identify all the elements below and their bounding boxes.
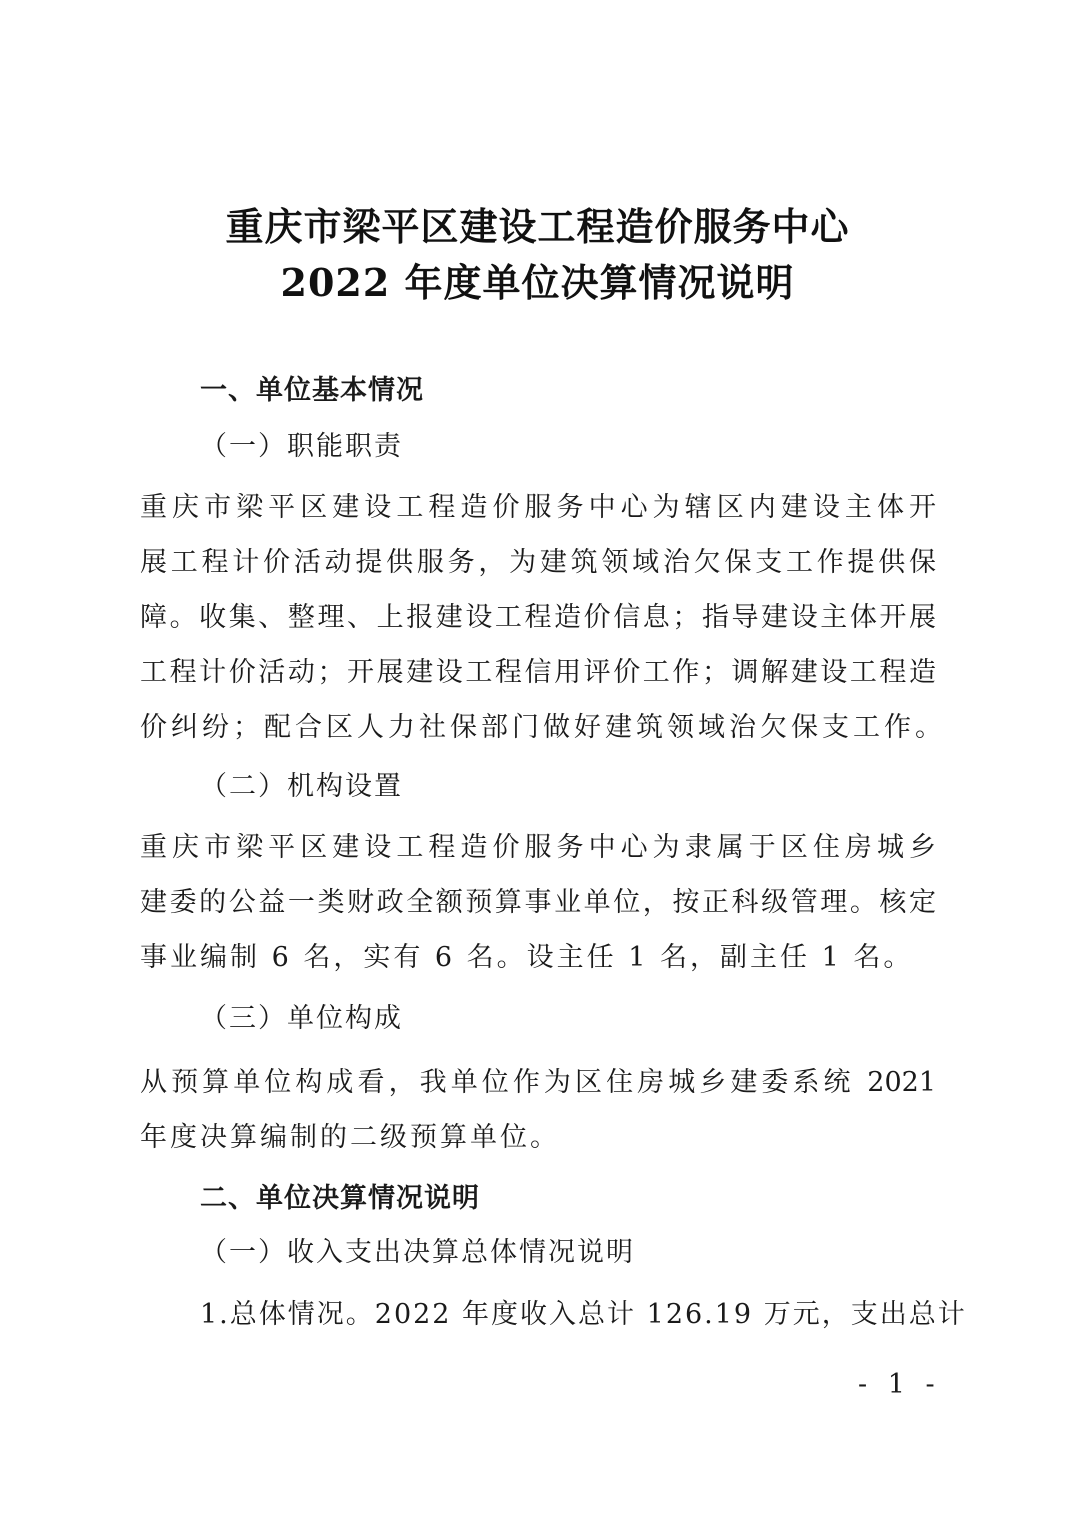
paragraph-line: 1.总体情况。2022 年度收入总计 126.19 万元，支出总计: [200, 1299, 967, 1330]
section2-heading: 二、单位决算情况说明: [200, 1183, 480, 1214]
paragraph-line: 展工程计价活动提供服务，为建筑领域治欠保支工作提供保: [140, 547, 936, 578]
section1-sub2-heading: （二）机构设置: [200, 771, 403, 802]
paragraph-line: 建委的公益一类财政全额预算事业单位，按正科级管理。核定: [140, 887, 936, 918]
paragraph-line: 工程计价活动；开展建设工程信用评价工作；调解建设工程造: [140, 657, 936, 688]
section1-sub3-heading: （三）单位构成: [200, 1003, 403, 1034]
paragraph-line: 价纠纷；配合区人力社保部门做好建筑领域治欠保支工作。: [140, 712, 946, 743]
document-title-line2: 2022 年度单位决算情况说明: [280, 260, 795, 305]
document-title-line1: 重庆市梁平区建设工程造价服务中心: [225, 204, 850, 249]
paragraph-line: 障。收集、整理、上报建设工程造价信息；指导建设主体开展: [140, 602, 936, 633]
paragraph-line: 事业编制 6 名，实有 6 名。设主任 1 名，副主任 1 名。: [140, 942, 914, 973]
section1-heading: 一、单位基本情况: [200, 375, 424, 406]
page-number: - 1 -: [858, 1369, 941, 1400]
section1-sub1-heading: （一）职能职责: [200, 431, 403, 462]
paragraph-line: 重庆市梁平区建设工程造价服务中心为隶属于区住房城乡: [140, 832, 936, 863]
section2-sub1-heading: （一）收入支出决算总体情况说明: [200, 1237, 635, 1268]
paragraph-line: 年度决算编制的二级预算单位。: [140, 1122, 560, 1153]
paragraph-line: 从预算单位构成看，我单位作为区住房城乡建委系统 2021: [140, 1067, 936, 1098]
paragraph-line: 重庆市梁平区建设工程造价服务中心为辖区内建设主体开: [140, 492, 936, 523]
